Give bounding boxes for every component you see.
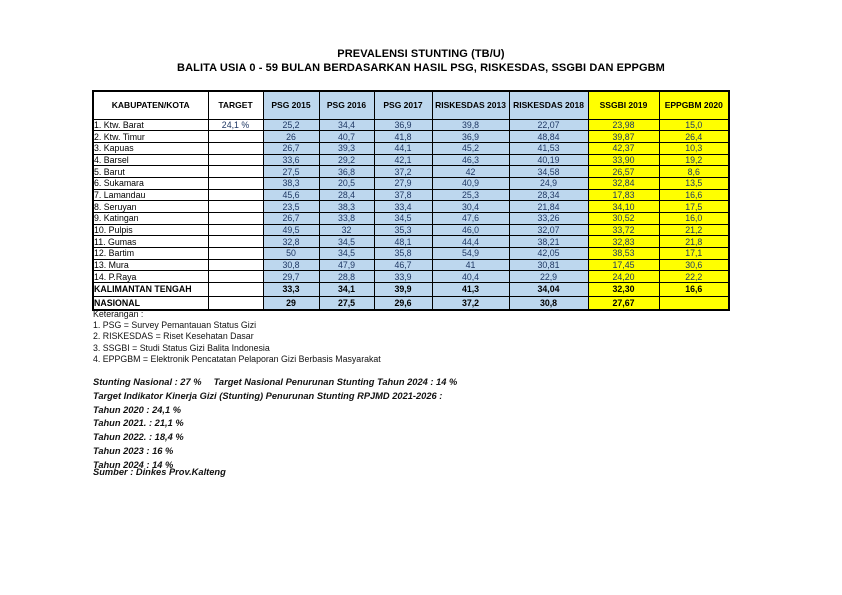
- table-row-5-barut: [93, 166, 729, 178]
- data-cell-eppgbm-2020: 21,2: [659, 224, 729, 236]
- data-cell-riskesdas-2018: 24,9: [509, 177, 588, 189]
- target-value: [208, 296, 263, 310]
- notes-list: [93, 320, 381, 365]
- data-cell-eppgbm-2020: 21,8: [659, 236, 729, 248]
- column-header-ssgbi-2019: SSGBI 2019: [588, 91, 659, 119]
- data-cell-riskesdas-2013: 41,3: [432, 283, 509, 297]
- data-cell-psg-2017: 35,3: [374, 224, 432, 236]
- region-name: 6. Sukamara: [93, 177, 208, 189]
- data-cell-riskesdas-2018: 38,21: [509, 236, 588, 248]
- data-cell-psg-2017: 46,7: [374, 259, 432, 271]
- data-cell-riskesdas-2018: 40,19: [509, 154, 588, 166]
- table-row-3-kapuas: [93, 142, 729, 154]
- target-year-item: Tahun 2022. : 18,4 %: [93, 432, 184, 443]
- source-line: Sumber : Dinkes Prov.Kalteng: [93, 467, 226, 477]
- data-cell-psg-2016: 32: [319, 224, 374, 236]
- data-cell-psg-2017: 39,9: [374, 283, 432, 297]
- data-cell-riskesdas-2018: 22,07: [509, 119, 588, 131]
- data-cell-riskesdas-2018: 34,04: [509, 283, 588, 297]
- data-cell-eppgbm-2020: 15,0: [659, 119, 729, 131]
- target-value: [208, 201, 263, 213]
- data-cell-psg-2017: 48,1: [374, 236, 432, 248]
- region-name: 2. Ktw. Timur: [93, 131, 208, 143]
- notes-block: [93, 309, 381, 365]
- data-cell-ssgbi-2019: 32,84: [588, 177, 659, 189]
- data-cell-eppgbm-2020: 30,6: [659, 259, 729, 271]
- data-cell-riskesdas-2018: 48,84: [509, 131, 588, 143]
- title-line-1: PREVALENSI STUNTING (TB/U): [337, 48, 505, 60]
- notes-heading: Keterangan :: [93, 309, 144, 319]
- column-header-riskesdas-2013: RISKESDAS 2013: [432, 91, 509, 119]
- region-name: 11. Gumas: [93, 236, 208, 248]
- region-name: 14. P.Raya: [93, 271, 208, 283]
- data-cell-ssgbi-2019: 32,30: [588, 283, 659, 297]
- data-cell-ssgbi-2019: 23,98: [588, 119, 659, 131]
- data-cell-psg-2017: 42,1: [374, 154, 432, 166]
- data-cell-psg-2015: 50: [263, 248, 319, 260]
- data-cell-psg-2016: 38,3: [319, 201, 374, 213]
- data-cell-psg-2016: 40,7: [319, 131, 374, 143]
- data-cell-eppgbm-2020: [659, 296, 729, 310]
- data-cell-riskesdas-2013: 36,9: [432, 131, 509, 143]
- target-year-item: Tahun 2024 : 14 %: [93, 459, 174, 470]
- table-row-kalimantan-tengah: [93, 283, 729, 297]
- table-row-8-seruyan: [93, 201, 729, 213]
- target-value: [208, 189, 263, 201]
- region-name: KALIMANTAN TENGAH: [93, 283, 208, 297]
- data-cell-psg-2015: 26,7: [263, 213, 319, 225]
- data-cell-eppgbm-2020: 16,6: [659, 283, 729, 297]
- data-cell-psg-2016: 29,2: [319, 154, 374, 166]
- data-cell-riskesdas-2013: 47,6: [432, 213, 509, 225]
- data-cell-psg-2015: 29,7: [263, 271, 319, 283]
- data-cell-ssgbi-2019: 33,90: [588, 154, 659, 166]
- data-cell-psg-2016: 20,5: [319, 177, 374, 189]
- target-year-item: Tahun 2020 : 24,1 %: [93, 404, 182, 415]
- region-name: 10. Pulpis: [93, 224, 208, 236]
- column-header-psg-2017: PSG 2017: [374, 91, 432, 119]
- data-cell-riskesdas-2013: 46,3: [432, 154, 509, 166]
- data-cell-psg-2015: 27,5: [263, 166, 319, 178]
- data-cell-riskesdas-2013: 40,9: [432, 177, 509, 189]
- target-value: 24,1 %: [208, 119, 263, 131]
- data-cell-psg-2017: 29,6: [374, 296, 432, 310]
- data-cell-psg-2016: 34,5: [319, 236, 374, 248]
- region-name: 8. Seruyan: [93, 201, 208, 213]
- target-year-item: Tahun 2023 : 16 %: [93, 445, 174, 456]
- region-name: NASIONAL: [93, 296, 208, 310]
- data-cell-psg-2015: 26,7: [263, 142, 319, 154]
- data-cell-eppgbm-2020: 17,5: [659, 201, 729, 213]
- data-cell-ssgbi-2019: 17,45: [588, 259, 659, 271]
- data-cell-psg-2016: 33,8: [319, 213, 374, 225]
- data-cell-riskesdas-2018: 30,8: [509, 296, 588, 310]
- data-cell-ssgbi-2019: 38,53: [588, 248, 659, 260]
- data-cell-psg-2015: 23,5: [263, 201, 319, 213]
- table-row-11-gumas: [93, 236, 729, 248]
- data-cell-psg-2017: 44,1: [374, 142, 432, 154]
- data-cell-psg-2016: 36,8: [319, 166, 374, 178]
- document-title: [0, 47, 842, 75]
- data-cell-psg-2017: 33,4: [374, 201, 432, 213]
- data-cell-psg-2016: 28,4: [319, 189, 374, 201]
- data-cell-psg-2017: 41,8: [374, 131, 432, 143]
- data-cell-psg-2016: 34,5: [319, 248, 374, 260]
- target-value: [208, 142, 263, 154]
- data-cell-eppgbm-2020: 8,6: [659, 166, 729, 178]
- data-cell-psg-2015: 45,6: [263, 189, 319, 201]
- national-stunting-label: Stunting Nasional : 27 %: [93, 377, 202, 387]
- target-value: [208, 271, 263, 283]
- data-cell-psg-2017: 37,8: [374, 189, 432, 201]
- data-cell-eppgbm-2020: 10,3: [659, 142, 729, 154]
- data-cell-psg-2015: 25,2: [263, 119, 319, 131]
- target-value: [208, 166, 263, 178]
- data-cell-ssgbi-2019: 26,57: [588, 166, 659, 178]
- data-cell-riskesdas-2018: 34,58: [509, 166, 588, 178]
- data-cell-psg-2015: 33,3: [263, 283, 319, 297]
- stunting-prevalence-table: [92, 90, 730, 311]
- national-target-label: Target Nasional Penurunan Stunting Tahun 2024 : 14 %: [213, 377, 458, 387]
- data-cell-riskesdas-2018: 22,9: [509, 271, 588, 283]
- data-cell-psg-2017: 34,5: [374, 213, 432, 225]
- table-row-9-katingan: [93, 213, 729, 225]
- table-row-6-sukamara: [93, 177, 729, 189]
- data-cell-ssgbi-2019: 33,72: [588, 224, 659, 236]
- data-cell-ssgbi-2019: 34,10: [588, 201, 659, 213]
- data-cell-eppgbm-2020: 16,6: [659, 189, 729, 201]
- data-cell-riskesdas-2013: 45,2: [432, 142, 509, 154]
- data-cell-psg-2015: 49,5: [263, 224, 319, 236]
- data-cell-psg-2017: 33,9: [374, 271, 432, 283]
- target-value: [208, 177, 263, 189]
- target-value: [208, 154, 263, 166]
- region-name: 13. Mura: [93, 259, 208, 271]
- data-cell-ssgbi-2019: 27,67: [588, 296, 659, 310]
- data-cell-psg-2015: 38,3: [263, 177, 319, 189]
- data-cell-riskesdas-2013: 37,2: [432, 296, 509, 310]
- target-value: [208, 259, 263, 271]
- data-cell-ssgbi-2019: 39,87: [588, 131, 659, 143]
- data-cell-riskesdas-2018: 30,81: [509, 259, 588, 271]
- table-body: [93, 119, 729, 310]
- data-cell-riskesdas-2013: 41: [432, 259, 509, 271]
- region-name: 4. Barsel: [93, 154, 208, 166]
- data-cell-riskesdas-2013: 39,8: [432, 119, 509, 131]
- region-name: 7. Lamandau: [93, 189, 208, 201]
- target-value: [208, 236, 263, 248]
- column-header-eppgbm-2020: EPPGBM 2020: [659, 91, 729, 119]
- table-row-nasional: [93, 296, 729, 310]
- data-cell-riskesdas-2018: 42,05: [509, 248, 588, 260]
- data-cell-ssgbi-2019: 17,83: [588, 189, 659, 201]
- data-cell-riskesdas-2013: 30,4: [432, 201, 509, 213]
- data-cell-psg-2016: 27,5: [319, 296, 374, 310]
- table-row-1-ktw-barat: [93, 119, 729, 131]
- region-name: 1. Ktw. Barat: [93, 119, 208, 131]
- data-cell-psg-2017: 36,9: [374, 119, 432, 131]
- data-cell-psg-2017: 37,2: [374, 166, 432, 178]
- data-cell-riskesdas-2018: 33,26: [509, 213, 588, 225]
- data-cell-riskesdas-2013: 44,4: [432, 236, 509, 248]
- table-row-12-bartim: [93, 248, 729, 260]
- column-header-psg-2016: PSG 2016: [319, 91, 374, 119]
- data-cell-riskesdas-2018: 32,07: [509, 224, 588, 236]
- data-cell-riskesdas-2013: 46,0: [432, 224, 509, 236]
- region-name: 12. Bartim: [93, 248, 208, 260]
- note-item: 2. RISKESDAS = Riset Kesehatan Dasar: [93, 331, 254, 342]
- data-cell-eppgbm-2020: 16,0: [659, 213, 729, 225]
- note-item: 1. PSG = Survey Pemantauan Status Gizi: [93, 320, 257, 331]
- note-item: 4. EPPGBM = Elektronik Pencatatan Pelaporan Gizi Berbasis Masyarakat: [93, 353, 381, 364]
- data-cell-riskesdas-2013: 54,9: [432, 248, 509, 260]
- target-year-item: Tahun 2021. : 21,1 %: [93, 418, 184, 429]
- table-row-10-pulpis: [93, 224, 729, 236]
- targets-years: [93, 404, 457, 473]
- column-header-riskesdas-2018: RISKESDAS 2018: [509, 91, 588, 119]
- target-value: [208, 131, 263, 143]
- data-cell-riskesdas-2013: 42: [432, 166, 509, 178]
- targets-line-1: [93, 376, 457, 390]
- data-cell-ssgbi-2019: 24,20: [588, 271, 659, 283]
- data-cell-ssgbi-2019: 32,83: [588, 236, 659, 248]
- data-cell-psg-2017: 27,9: [374, 177, 432, 189]
- note-item: 3. SSGBI = Studi Status Gizi Balita Indonesia: [93, 342, 270, 353]
- data-cell-psg-2016: 47,9: [319, 259, 374, 271]
- data-cell-psg-2017: 35,8: [374, 248, 432, 260]
- data-cell-riskesdas-2018: 28,34: [509, 189, 588, 201]
- table-row-7-lamandau: [93, 189, 729, 201]
- data-cell-eppgbm-2020: 22,2: [659, 271, 729, 283]
- table-row-13-mura: [93, 259, 729, 271]
- data-cell-riskesdas-2018: 21,84: [509, 201, 588, 213]
- data-cell-psg-2015: 32,8: [263, 236, 319, 248]
- target-value: [208, 224, 263, 236]
- data-cell-ssgbi-2019: 30,52: [588, 213, 659, 225]
- target-value: [208, 283, 263, 297]
- region-name: 9. Katingan: [93, 213, 208, 225]
- data-cell-riskesdas-2013: 40,4: [432, 271, 509, 283]
- table-row-2-ktw-timur: [93, 131, 729, 143]
- data-cell-eppgbm-2020: 17,1: [659, 248, 729, 260]
- column-header-psg-2015: PSG 2015: [263, 91, 319, 119]
- region-name: 3. Kapuas: [93, 142, 208, 154]
- region-name: 5. Barut: [93, 166, 208, 178]
- title-line-2: BALITA USIA 0 - 59 BULAN BERDASARKAN HASIL PSG, RISKESDAS, SSGBI DAN EPPGBM: [177, 62, 665, 74]
- table-row-14-p-raya: [93, 271, 729, 283]
- targets-line-2: Target Indikator Kinerja Gizi (Stunting) Penurunan Stunting RPJMD 2021-2026 :: [93, 390, 443, 401]
- table-row-4-barsel: [93, 154, 729, 166]
- data-cell-psg-2015: 30,8: [263, 259, 319, 271]
- header-row: [93, 91, 729, 119]
- targets-block: [93, 376, 457, 473]
- data-cell-psg-2015: 33,6: [263, 154, 319, 166]
- column-header-kabupaten-kota: KABUPATEN/KOTA: [93, 91, 208, 119]
- target-value: [208, 213, 263, 225]
- data-cell-psg-2015: 29: [263, 296, 319, 310]
- data-cell-psg-2016: 34,4: [319, 119, 374, 131]
- column-header-target: TARGET: [208, 91, 263, 119]
- data-cell-eppgbm-2020: 13,5: [659, 177, 729, 189]
- data-cell-ssgbi-2019: 42,37: [588, 142, 659, 154]
- data-cell-psg-2016: 28,8: [319, 271, 374, 283]
- target-value: [208, 248, 263, 260]
- data-cell-eppgbm-2020: 26,4: [659, 131, 729, 143]
- data-cell-psg-2016: 39,3: [319, 142, 374, 154]
- data-cell-psg-2015: 26: [263, 131, 319, 143]
- data-cell-psg-2016: 34,1: [319, 283, 374, 297]
- data-cell-eppgbm-2020: 19,2: [659, 154, 729, 166]
- data-cell-riskesdas-2013: 25,3: [432, 189, 509, 201]
- data-cell-riskesdas-2018: 41,53: [509, 142, 588, 154]
